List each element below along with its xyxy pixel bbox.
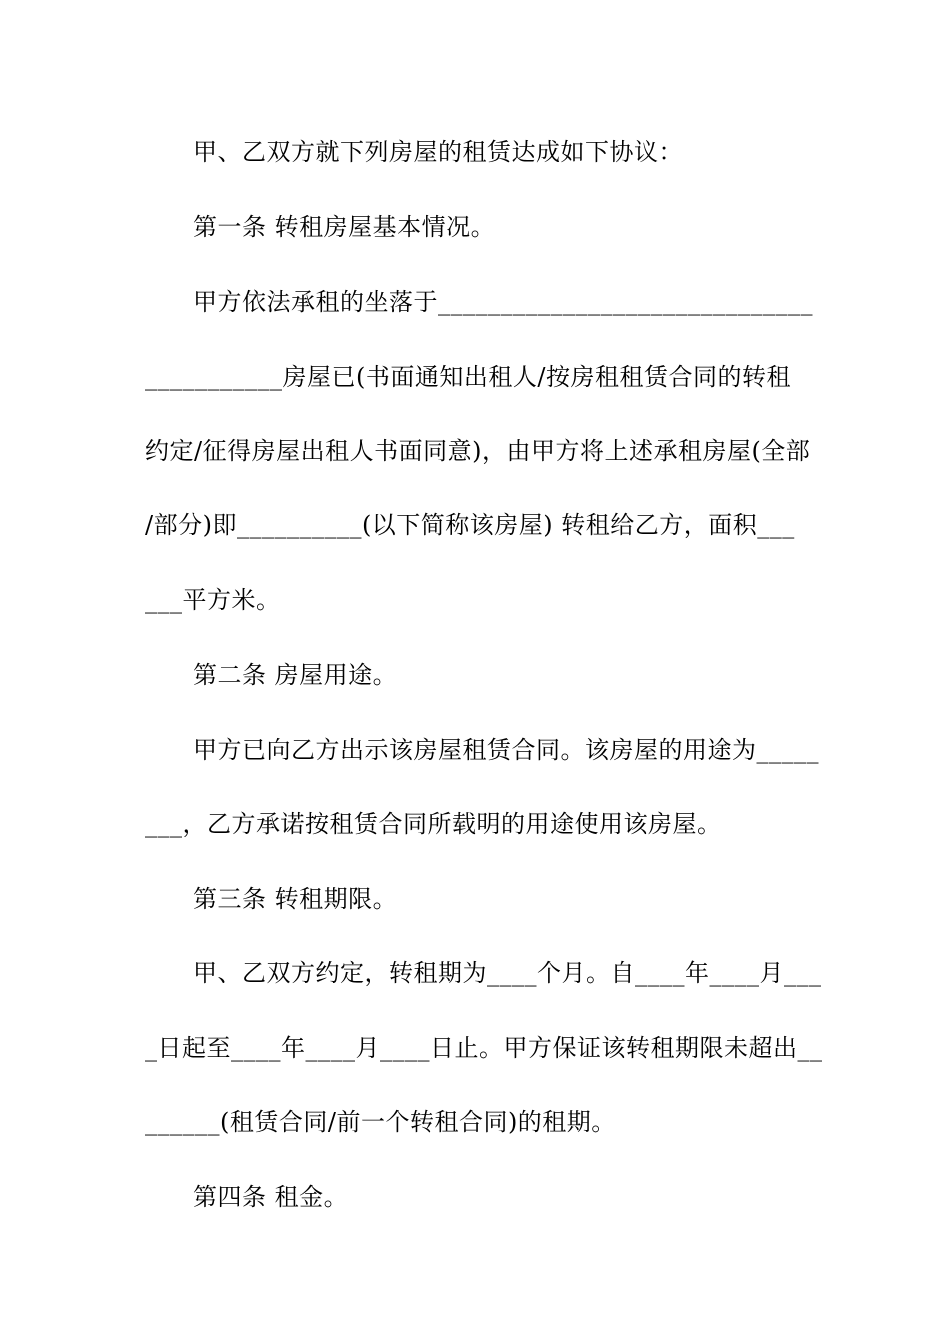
article-1-text-line-1: 甲方依法承租的坐落于______________________________ [193,288,813,316]
article-2-heading: 第二条 房屋用途。 [193,661,398,689]
article-2-text-line-2: ___，乙方承诺按租赁合同所载明的用途使用该房屋。 [145,810,722,838]
article-3-text-line-1: 甲、乙双方约定，转租期为____个月。自____年____月___ [193,959,822,987]
article-1-text-line-3: 约定/征得房屋出租人书面同意)，由甲方将上述承租房屋(全部 [145,437,811,465]
article-4-heading: 第四条 租金。 [193,1183,349,1211]
paragraph-intro: 甲、乙双方就下列房屋的租赁达成如下协议： [193,138,683,166]
article-2-text-line-1: 甲方已向乙方出示该房屋租赁合同。该房屋的用途为_____ [193,736,819,764]
article-1-text-line-5: ___平方米。 [145,586,281,614]
article-1-heading: 第一条 转租房屋基本情况。 [193,213,496,241]
article-3-text-line-3: ______(租赁合同/前一个转租合同)的租期。 [145,1108,616,1136]
article-1-text-line-4: /部分)即__________(以下简称该房屋) 转租给乙方，面积___ [145,511,795,539]
article-3-text-line-2: _日起至____年____月____日止。甲方保证该转租期限未超出__ [145,1034,823,1062]
article-3-heading: 第三条 转租期限。 [193,885,398,913]
article-1-text-line-2: ___________房屋已(书面通知出租人/按房租租赁合同的转租 [145,363,791,391]
